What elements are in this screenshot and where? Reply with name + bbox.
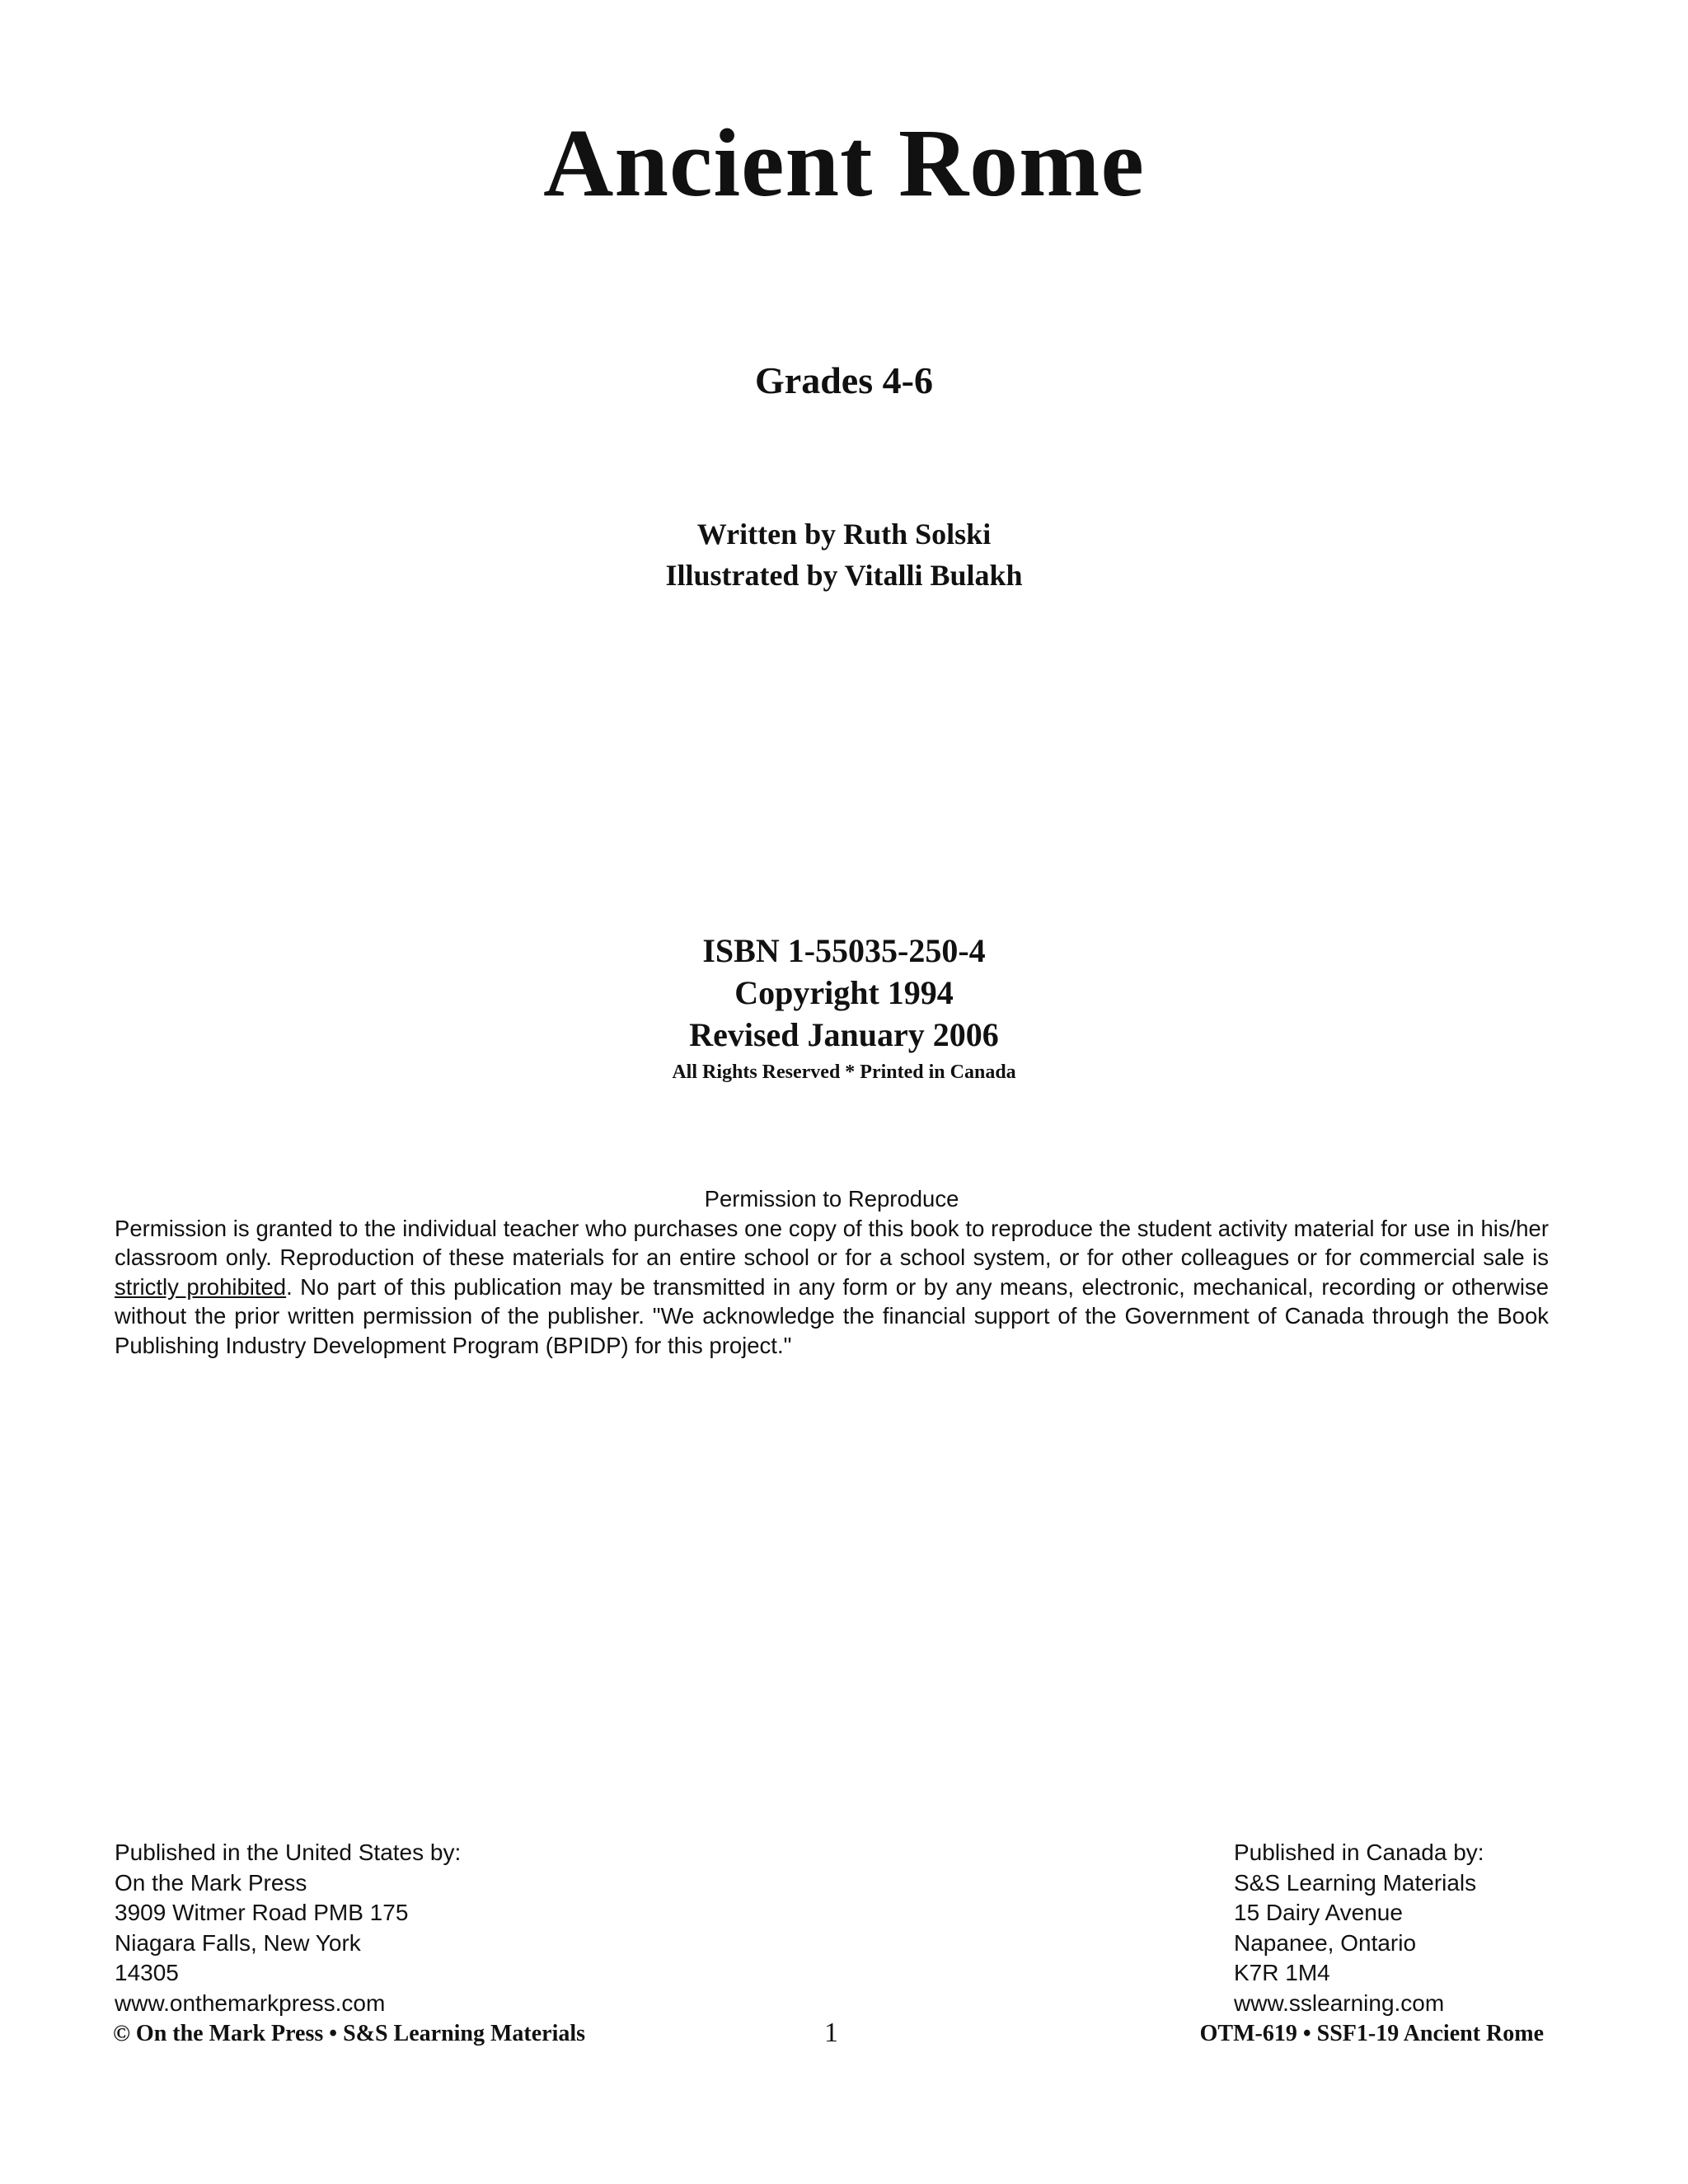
rights-notice: All Rights Reserved * Printed in Canada	[672, 1062, 1016, 1083]
publisher-us-address: 3909 Witmer Road PMB 175	[115, 1900, 409, 1925]
page-title: Ancient Rome	[543, 109, 1145, 217]
footer-copyright: © On the Mark Press • S&S Learning Materials	[113, 2021, 586, 2046]
permission-emphasis: strictly prohibited	[115, 1273, 287, 1300]
permission-text	[115, 1214, 1549, 1361]
footer-product-code: OTM-619 • SSF1-19 Ancient Rome	[1199, 2021, 1544, 2046]
publisher-ca-city: Napanee, Ontario	[1234, 1929, 1417, 1956]
permission-section	[115, 1184, 1549, 1360]
publisher-us-city: Niagara Falls, New York	[115, 1929, 361, 1956]
permission-heading: Permission to Reproduce	[704, 1186, 959, 1212]
page-number: 1	[824, 2018, 838, 2048]
publisher-ca-name: S&S Learning Materials	[1234, 1869, 1477, 1896]
author-line: Written by Ruth Solski	[696, 518, 992, 551]
publisher-us	[115, 1838, 461, 2018]
publisher-ca-postal: K7R 1M4	[1234, 1960, 1330, 1985]
publisher-canada	[1234, 1838, 1484, 2018]
publisher-us-name: On the Mark Press	[115, 1869, 307, 1896]
page-footer	[0, 2018, 1688, 2054]
publisher-ca-address: 15 Dairy Avenue	[1234, 1900, 1403, 1925]
publisher-ca-heading: Published in Canada by:	[1234, 1840, 1484, 1865]
publisher-us-website: www.onthemarkpress.com	[115, 1990, 386, 2016]
publisher-us-heading: Published in the United States by:	[115, 1840, 462, 1865]
publication-info	[0, 930, 1688, 1087]
credits	[0, 513, 1688, 596]
grade-level: Grades 4-6	[755, 359, 933, 401]
copyright: Copyright 1994	[734, 974, 954, 1011]
publisher-us-postal: 14305	[115, 1960, 179, 1985]
publisher-ca-website: www.sslearning.com	[1234, 1990, 1445, 2016]
illustrator-line: Illustrated by Vitalli Bulakh	[665, 559, 1023, 592]
permission-text-end: . No part of this publication may be transmitted in any form or by any means, electronic, mechanical, recording or otherwise without the prior written permission of the publisher. "We acknowledge the financial support of the Government of Canada through the Book Publishing Industry Development Program (BPIDP) for this project."	[115, 1273, 1549, 1358]
revised-date: Revised January 2006	[689, 1016, 999, 1053]
permission-text-start: Permission is granted to the individual teacher who purchases one copy of this book to reproduce the student activity material for use in his/her classroom only. Reproduction of these materials for an entire school or for a school system, or for other colleagues or for commercial sale is	[115, 1215, 1549, 1270]
isbn: ISBN 1-55035-250-4	[702, 932, 986, 969]
